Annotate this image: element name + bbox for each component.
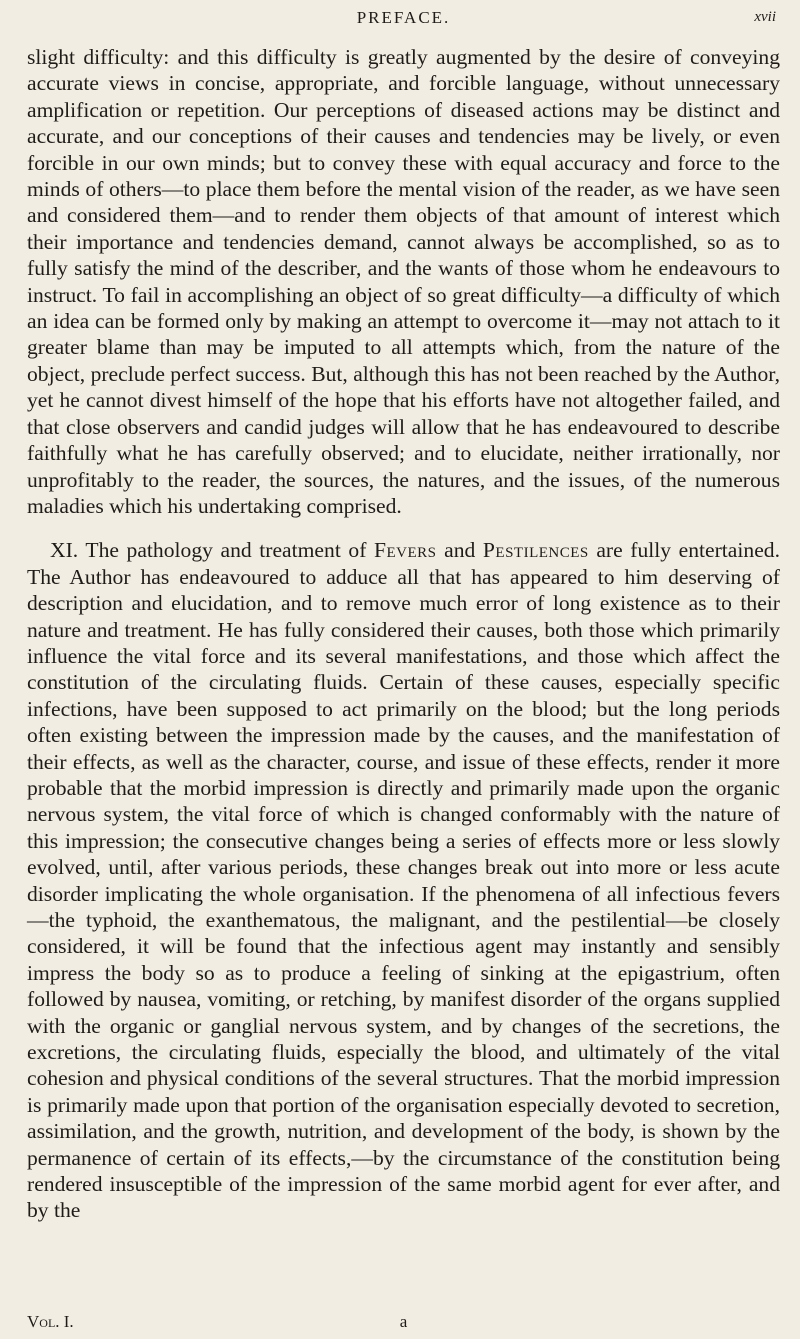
paragraph-continued: slight difficulty: and this difficulty is greatly augmented by the desire of conveying accurate views in concise, appropriate, and forcible language, without unnecessary amplification or repetition. Our perceptions of diseased actions may be distinct and accurate, and our conceptions of their causes and tendencies may be lively, or even forcible in our own minds; but to convey these with equal accuracy and force to the minds of others—to place them before the mental vision of the reader, as we have seen and considered them—and to render them objects of that amount of interest which their importance and tendencies demand, cannot always be accomplished, so as to fully satisfy the mind of the describer, and the wants of those whom he endeavours to instruct. To fail in accomplishing an object of so great difficulty—a difficulty of which an idea can be formed only by making an attempt to overcome it—may not attach to it greater blame than may be imputed to all attempts which, from the nature of the object, preclude perfect success. But, although this has not been reached by the Author, yet he cannot divest himself of the hope that his efforts have not altogether failed, and that close observers and candid judges will allow that he has endeavoured to describe faithfully what he has carefully observed; and to elucidate, neither irrationally, nor unprofitably to the reader, the sources, the natures, and the issues, of the numerous maladies which his undertaking comprised.: [27, 45, 780, 518]
signature-mark: a: [399, 1312, 408, 1331]
page-number: xvii: [754, 9, 776, 25]
section-body-text: are fully entertained. The Author has endeavoured to adduce all that has appeared to him deserving of description and elucidation, and to remove much error of long existence as to their nature and treatment. He has fully considered their causes, both those which primarily influence the vital force and its several manifestations, and those which affect the constitution of the circulating fluids. Certain of these causes, especially specific infections, have been supposed to act primarily on the blood; but the long periods often existing between the impression made by the causes, and the manifestation of their effects, as well as the character, course, and issue of these effects, render it more probable that the morbid impression is directly and primarily made upon the organic nervous system, the vital force of which is changed conformably with the nature of this impression; the consecutive changes being a series of effects more or less slowly evolved, until, after various periods, these changes break out into more or less acute disorder implicating the whole organisation. If the phenomena of all infectious fevers—the typhoid, the exanthematous, the malignant, and the pestilential—be closely considered, it will be found that the infectious agent may instantly and sensibly impress the body so as to produce a feeling of sinking at the epigastrium, often followed by nausea, vomiting, or retching, by manifest disorder of the organs supplied with the organic or ganglial nervous system, and by changes of the secretions, the excretions, the circulating fluids, especially the blood, and ultimately of the vital cohesion and physical conditions of the several structures. That the morbid impression is primarily made upon that portion of the organisation especially devoted to secretion, assimilation, and the growth, nutrition, and development of the body, is shown by the permanence of certain of its effects,—by the circumstance of the constitution being rendered insusceptible of the impression of the same morbid agent for ever after, and by the: [27, 538, 780, 1223]
running-head: [27, 0, 780, 44]
paragraph-section-xi: [27, 537, 780, 1224]
body-text: [27, 44, 780, 1224]
term-conjunction: and: [444, 538, 476, 563]
section-lead-text: The pathology and treatment of: [85, 538, 367, 563]
term-pestilences: Pestilences: [482, 538, 589, 563]
volume-label: Vol. I.: [27, 1312, 74, 1331]
section-number: XI.: [50, 538, 79, 563]
running-head-title: PREFACE.: [356, 8, 451, 27]
term-fevers: Fevers: [374, 538, 437, 563]
page-footer: [27, 1312, 780, 1336]
